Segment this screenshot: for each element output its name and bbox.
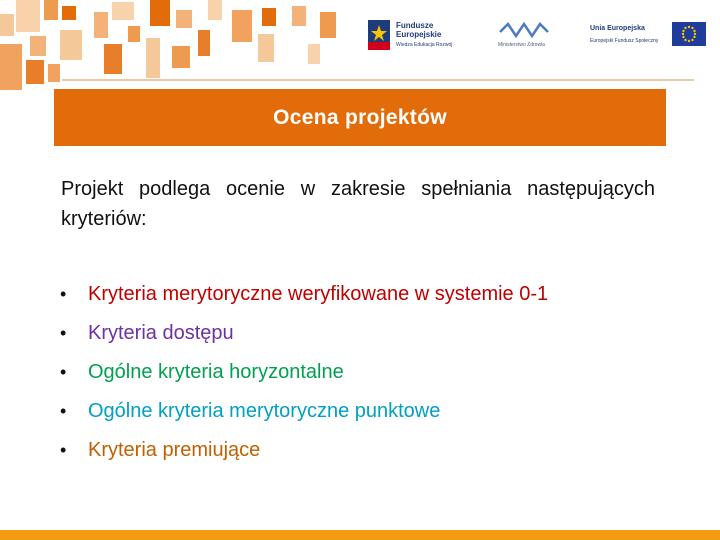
ue-subtitle: Europejski Fundusz Społeczny	[590, 38, 659, 44]
title-banner	[54, 89, 666, 146]
ministerstwo-zdrowia-logo	[498, 20, 558, 54]
bullet-icon: •	[60, 284, 67, 304]
criteria-label: Kryteria dostępu	[88, 322, 234, 344]
bullet-icon: •	[60, 362, 67, 382]
bullet-icon: •	[60, 440, 67, 460]
list-item	[60, 280, 548, 319]
fundusze-europejskie-logo	[368, 20, 478, 54]
fe-subtitle: Wiedza Edukacja Rozwój	[396, 42, 453, 48]
bullet-icon: •	[60, 401, 67, 421]
criteria-label: Kryteria premiujące	[88, 439, 261, 461]
criteria-list	[60, 280, 548, 475]
intro-paragraph: Projekt podlega ocenie w zakresie spełniania następujących kryteriów:	[61, 178, 655, 230]
mz-subtitle: Ministerstwo Zdrowia	[498, 42, 545, 48]
page-title: Ocena projektów	[273, 105, 447, 129]
unia-europejska-logo	[586, 22, 720, 52]
list-item	[60, 436, 548, 475]
header-divider	[62, 79, 694, 81]
criteria-label: Kryteria merytoryczne weryfikowane w systemie 0-1	[88, 283, 549, 305]
list-item	[60, 319, 548, 358]
decorative-squares	[0, 0, 340, 90]
fe-star-icon	[368, 20, 390, 50]
list-item	[60, 358, 548, 397]
eu-flag-icon	[672, 22, 706, 46]
criteria-label: Ogólne kryteria horyzontalne	[88, 361, 344, 383]
criteria-label: Ogólne kryteria merytoryczne punktowe	[88, 400, 441, 422]
ue-title: Unia Europejska	[590, 25, 645, 32]
fe-title: Fundusze Europejskie	[396, 21, 442, 39]
list-item	[60, 397, 548, 436]
mz-wave-icon	[498, 20, 558, 40]
bullet-icon: •	[60, 323, 67, 343]
bottom-accent-bar	[0, 530, 720, 540]
